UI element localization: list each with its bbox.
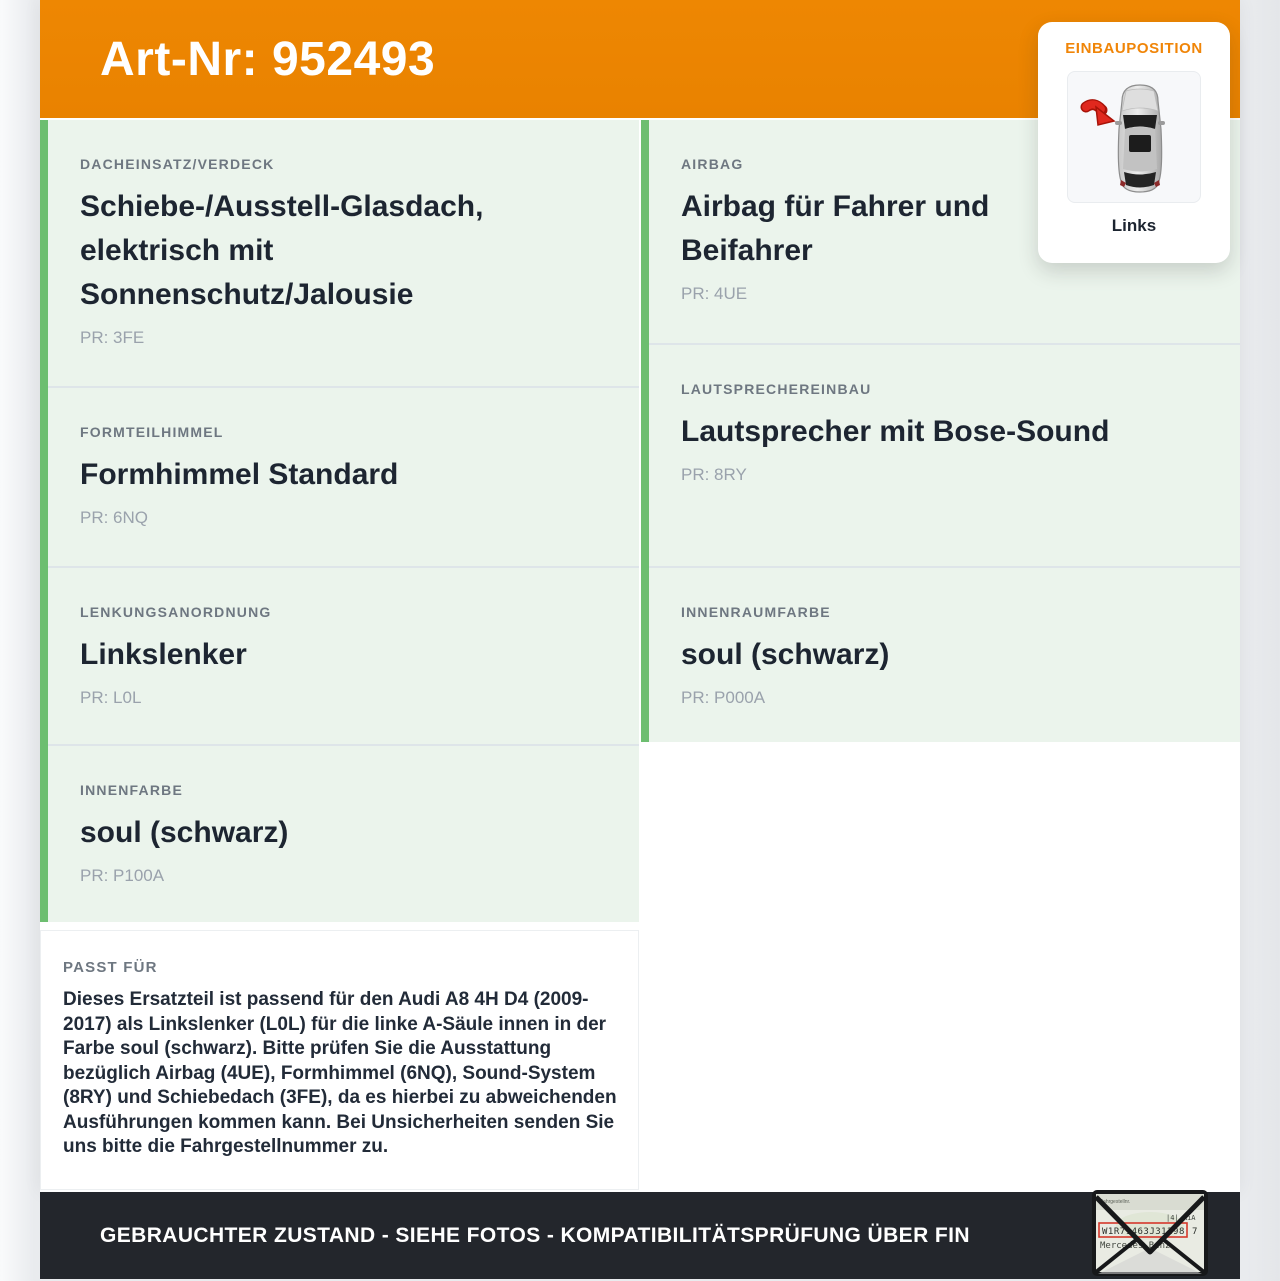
- footer-bar: [40, 1192, 1240, 1279]
- passt-fuer-label: PASST FÜR: [63, 959, 158, 976]
- attribute-pr-code: PR: 8RY: [681, 465, 747, 484]
- attribute-title: Lautsprecher mit Bose-Sound: [681, 415, 1110, 448]
- attribute-pr-code: PR: 4UE: [681, 284, 748, 303]
- footer-note: GEBRAUCHTER ZUSTAND - SIEHE FOTOS - KOMPATIBILITÄTSPRÜFUNG ÜBER FIN: [100, 1223, 970, 1247]
- brand-text: Mercedes-Benz: [1100, 1241, 1171, 1251]
- attributes-left-column: [40, 120, 639, 922]
- doc-label: Fahrgestellnr.: [1100, 1199, 1131, 1205]
- attribute-card-formteilhimmel: [48, 386, 639, 566]
- attribute-title: Linkslenker: [80, 638, 247, 671]
- attribute-card-innenraumfarbe: [649, 566, 1240, 742]
- attribute-card-lenkungsanordnung: [48, 566, 639, 744]
- attribute-label: INNENFARBE: [80, 782, 184, 798]
- attribute-label: AIRBAG: [681, 156, 744, 172]
- attribute-label: INNENRAUMFARBE: [681, 604, 831, 620]
- attribute-pr-code: PR: P000A: [681, 688, 766, 707]
- vin-text: W1R71463J31298: [1102, 1227, 1185, 1237]
- attribute-label: LAUTSPRECHEREINBAU: [681, 381, 872, 397]
- attribute-label: FORMTEILHIMMEL: [80, 424, 224, 440]
- doc-note: |4| AiA: [1166, 1214, 1196, 1222]
- car-top-view-icon: [1074, 77, 1194, 197]
- attribute-pr-code: PR: 3FE: [80, 328, 145, 347]
- attribute-title: soul (schwarz): [681, 638, 890, 671]
- attribute-card-lautsprechereinbau: [649, 343, 1240, 566]
- einbauposition-card: [1038, 22, 1230, 263]
- attribute-pr-code: PR: L0L: [80, 688, 142, 707]
- attribute-title: soul (schwarz): [80, 816, 289, 849]
- attribute-title: Schiebe-/Ausstell-Glasdach, elektrisch mit Sonnenschutz/Jalousie: [80, 190, 484, 311]
- red-arrow-icon: [1086, 104, 1114, 125]
- attribute-label: LENKUNGSANORDNUNG: [80, 604, 272, 620]
- attribute-title: Formhimmel Standard: [80, 458, 399, 491]
- envelope-fin-image: [1092, 1190, 1208, 1276]
- einbauposition-value: Links: [1111, 216, 1157, 235]
- passt-fuer-card: [40, 930, 639, 1190]
- attribute-card-innenfarbe: [48, 744, 639, 922]
- vin-suffix: 7: [1192, 1227, 1198, 1237]
- attribute-pr-code: PR: P100A: [80, 866, 165, 885]
- passt-fuer-text: Dieses Ersatzteil ist passend für den Audi A8 4H D4 (2009-2017) als Linkslenker (L0L) für die linke A-Säule innen in der Farbe soul (schwarz). Bitte prüfen Sie die Ausstattung bezüglich Airbag (4UE), Formhimmel (6NQ), Sound-System (8RY) und Schiebedach (3FE), da es hierbei zu abweichenden Ausführungen kommen kann. Bei Unsicherheiten senden Sie uns bitte die Fahrgestellnummer zu.: [63, 989, 617, 1157]
- attribute-pr-code: PR: 6NQ: [80, 508, 149, 527]
- attribute-title: Airbag für Fahrer und Beifahrer: [681, 190, 990, 267]
- car-position-image: [1067, 71, 1201, 203]
- attribute-label: DACHEINSATZ/VERDECK: [80, 156, 275, 172]
- envelope-icon: [1092, 1190, 1208, 1276]
- einbauposition-title: EINBAUPOSITION: [1065, 40, 1203, 57]
- page-title: Art-Nr: 952493: [100, 32, 436, 86]
- attribute-card-dacheinsatz: [48, 120, 639, 386]
